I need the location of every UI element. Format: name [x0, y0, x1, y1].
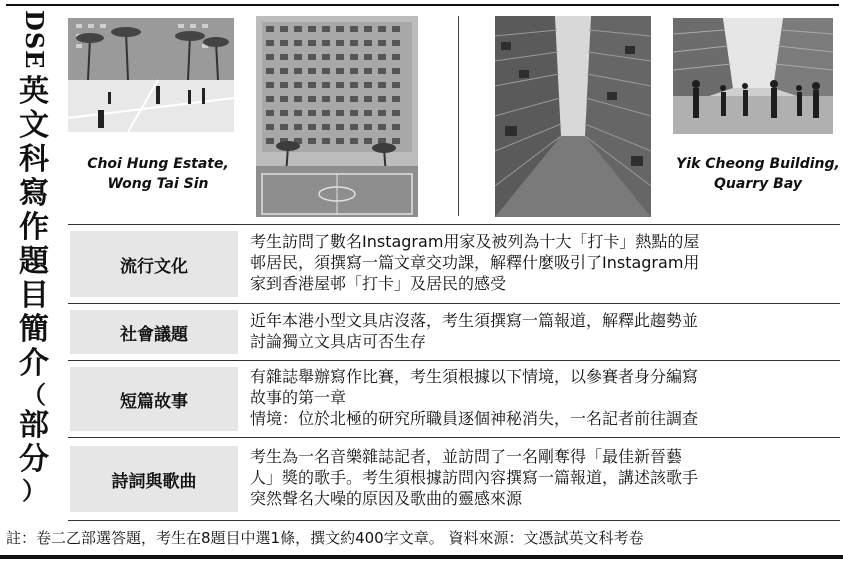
title-char: 介 — [19, 346, 49, 382]
table-row — [68, 360, 840, 437]
description-line: 情境：位於北極的研究所職員逐個神秘消失，一名記者前往調查 — [250, 409, 699, 428]
topic-description — [250, 231, 836, 294]
title-char: 英 — [19, 74, 49, 110]
description-line: 近年本港小型文具店沒落，考生須撰寫一篇報道，解釋此趨勢並 — [250, 311, 699, 330]
title-char: 目 — [19, 278, 49, 314]
caption-line: Yik Cheong Building, — [676, 156, 840, 172]
title-char: 簡 — [19, 312, 49, 348]
description-line: 討論獨立文具店可否生存 — [250, 332, 427, 351]
topic-label: 流行文化 — [70, 231, 238, 297]
title-char: ） — [22, 476, 46, 506]
vertical-title — [14, 10, 54, 505]
topic-label: 社會議題 — [70, 310, 238, 354]
photo-yik-cheong-street — [673, 18, 833, 134]
table-row — [68, 437, 840, 521]
topic-description — [250, 446, 836, 509]
topic-table — [68, 224, 840, 521]
caption-line: Choi Hung Estate, — [87, 156, 229, 172]
table-row — [68, 303, 840, 360]
description-line: 突然聲名大噪的原因及歌曲的靈感來源 — [250, 489, 523, 508]
topic-label: 詩詞與歌曲 — [70, 446, 238, 512]
description-line: 人」獎的歌手。考生須根據訪問內容撰寫一篇報道，講述該歌手 — [250, 468, 699, 487]
photo-choi-hung-playground — [68, 18, 234, 132]
title-char: 分 — [19, 442, 49, 478]
description-line: 考生訪問了數名Instagram用家及被列為十大「打卡」熱點的屋 — [250, 232, 700, 251]
topic-description — [250, 310, 836, 352]
photo-yik-cheong-courtyard — [495, 16, 651, 217]
description-line: 邨居民，須撰寫一篇文章交功課，解釋什麼吸引了Instagram用 — [250, 253, 700, 272]
caption-line: Wong Tai Sin — [107, 176, 209, 192]
title-char: 寫 — [19, 176, 49, 212]
title-char: 部 — [19, 408, 49, 444]
table-row — [68, 224, 840, 303]
title-char: 作 — [19, 210, 49, 246]
caption-yik-cheong — [676, 154, 840, 194]
description-line: 考生為一名音樂雜誌記者，並訪問了一名剛奪得「最佳新晉藝 — [250, 447, 683, 466]
title-char: （ — [22, 380, 46, 410]
topic-description — [250, 366, 836, 429]
title-latin: DSE — [20, 10, 49, 70]
title-char: 科 — [19, 142, 49, 178]
description-line: 故事的第一章 — [250, 388, 347, 407]
description-line: 有雜誌舉辦寫作比賽，考生須根據以下情境，以參賽者身分編寫 — [250, 367, 699, 386]
footnote: 註：卷二乙部選答題，考生在8題目中選1條，撰文約400字文章。 資料來源：文憑試英文科考卷 — [6, 529, 644, 547]
description-line: 家到香港屋邨「打卡」及居民的感受 — [250, 274, 507, 293]
title-char: 文 — [19, 108, 49, 144]
photo-choi-hung-building — [256, 16, 418, 217]
bottom-rule — [0, 555, 843, 559]
caption-line: Quarry Bay — [714, 176, 802, 192]
title-char: 題 — [19, 244, 49, 280]
caption-choi-hung — [78, 154, 238, 194]
photo-divider — [458, 16, 459, 216]
topic-label: 短篇故事 — [70, 367, 238, 431]
